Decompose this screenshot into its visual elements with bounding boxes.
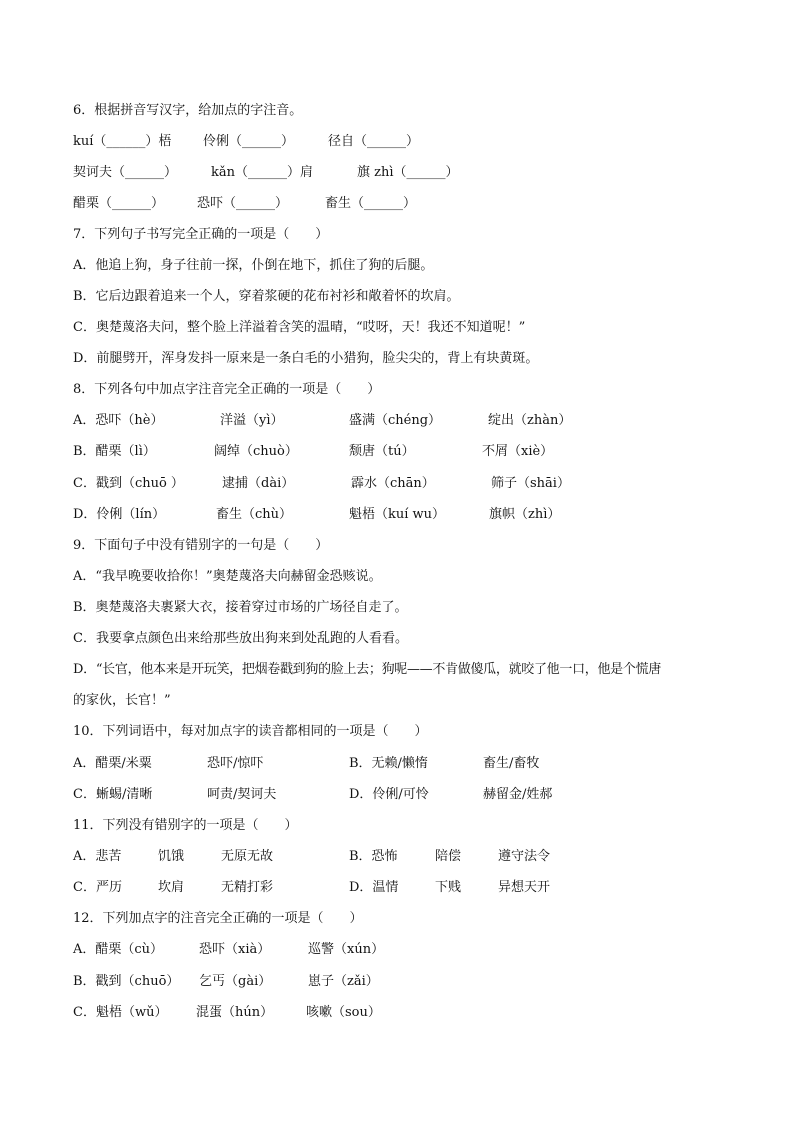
q8-item: 洋溢（yì） (220, 413, 284, 428)
q6-item: 恐吓（______） (197, 196, 289, 211)
q7-stem: 7．下列句子书写完全正确的一项是（ ） (73, 227, 329, 242)
q9-option-d-continued: 的家伙，长官！” (73, 693, 171, 708)
q11-item: 坎肩 (158, 880, 185, 895)
q12-item: 混蛋（hún） (196, 1005, 274, 1020)
q10-item: B．无赖/懒惰 (349, 756, 428, 771)
q6-item: 径自（______） (328, 134, 420, 149)
q12-stem: 12．下列加点字的注音完全正确的一项是（ ） (73, 911, 363, 926)
q8-item: 盛满（chéng） (349, 413, 442, 428)
q11-item: 异想天开 (498, 880, 551, 895)
q10-item: D．伶俐/可怜 (349, 787, 429, 802)
q10-item: 恐吓/惊吓 (207, 756, 264, 771)
q8-item: 旗帜（zhì） (489, 507, 561, 522)
q9-option-a: A．“我早晚要收拾你！”奥楚蔑洛夫向赫留金恐赅说。 (73, 569, 382, 584)
q8-item: 绽出（zhàn） (488, 413, 572, 428)
q11-item: 无精打彩 (221, 880, 274, 895)
q7-option-b: B．它后边跟着追来一个人，穿着浆硬的花布衬衫和敞着怀的坎肩。 (73, 289, 460, 304)
q6-item: kǎn（______）肩 (211, 165, 314, 180)
q8-item: 阔绰（chuò） (214, 444, 298, 459)
q12-item: B．戳到（chuō） (73, 974, 180, 989)
q6-item: 契诃夫（______） (73, 165, 178, 180)
q12-item: 崽子（zǎi） (308, 974, 379, 989)
q8-item: D．伶俐（lín） (73, 507, 166, 522)
q11-stem: 11．下列没有错别字的一项是（ ） (73, 818, 298, 833)
q8-item: 颓唐（tú） (349, 444, 415, 459)
q6-item: kuí（______）梧 (73, 134, 172, 149)
q11-item: 陪偿 (435, 849, 462, 864)
q8-item: 不屑（xiè） (482, 444, 554, 459)
q8-item: A．恐吓（hè） (73, 413, 164, 428)
q10-item: C．蜥蜴/清晰 (73, 787, 153, 802)
q8-item: B．醋栗（lì） (73, 444, 156, 459)
q11-item: A．悲苦 (73, 849, 122, 864)
q10-item: 畜生/畜牧 (483, 756, 540, 771)
q8-item: 畜生（chù） (216, 507, 293, 522)
q9-option-d: D．“长官，他本来是开玩笑，把烟卷戳到狗的脸上去；狗呢——不肯做傻瓜，就咬了他一口，他是个慌唐 (73, 662, 661, 677)
q8-item: 霹水（chān） (351, 476, 435, 491)
q6-item: 醋栗（______） (73, 196, 165, 211)
q8-item: 魁梧（kuí wu） (349, 507, 446, 522)
q10-stem: 10．下列词语中，每对加点字的读音都相同的一项是（ ） (73, 724, 428, 739)
q11-item: C．严历 (73, 880, 122, 895)
q10-item: A．醋栗/米粟 (73, 756, 152, 771)
q11-item: 饥饿 (158, 849, 185, 864)
q6-item: 畜生（______） (325, 196, 417, 211)
q7-option-a: A．他追上狗，身子往前一探，仆倒在地下，抓住了狗的后腿。 (73, 258, 434, 273)
q12-item: 恐吓（xià） (199, 942, 271, 957)
q6-stem: 6．根据拼音写汉字，给加点的字注音。 (73, 103, 303, 118)
q11-item: B．恐怖 (349, 849, 398, 864)
q8-item: C．戳到（chuō ） (73, 476, 184, 491)
q11-item: D．温情 (349, 880, 399, 895)
q6-item: 旗 zhì（______） (357, 165, 459, 180)
q12-item: 乞丐（gài） (199, 974, 272, 989)
q9-stem: 9．下面句子中没有错别字的一句是（ ） (73, 538, 329, 553)
q12-item: 咳嗽（sou） (306, 1005, 381, 1020)
q12-item: C．魁梧（wǔ） (73, 1005, 168, 1020)
q7-option-d: D．前腿劈开，浑身发抖一原来是一条白毛的小猎狗，脸尖尖的，背上有块黄斑。 (73, 351, 539, 366)
q9-option-c: C．我要拿点颜色出来给那些放出狗来到处乱跑的人看看。 (73, 631, 408, 646)
q11-item: 遵守法令 (498, 849, 551, 864)
q8-item: 筛子（shāi） (491, 476, 570, 491)
q12-item: A．醋栗（cù） (73, 942, 164, 957)
q10-item: 赫留金/姓郝 (483, 787, 553, 802)
q10-item: 呵责/契诃夫 (207, 787, 277, 802)
q7-option-c: C．奥楚蔑洛夫问，整个脸上洋溢着含笑的温晴，“哎呀，天！我还不知道呢！” (73, 320, 526, 335)
q8-stem: 8．下列各句中加点字注音完全正确的一项是（ ） (73, 382, 381, 397)
q11-item: 下贱 (435, 880, 462, 895)
q11-item: 无原无故 (221, 849, 274, 864)
q6-item: 伶俐（______） (203, 134, 295, 149)
q9-option-b: B．奥楚蔑洛夫裹紧大衣，接着穿过市场的广场径自走了。 (73, 600, 408, 615)
q12-item: 巡警（xún） (308, 942, 385, 957)
q8-item: 逮捕（dài） (222, 476, 295, 491)
